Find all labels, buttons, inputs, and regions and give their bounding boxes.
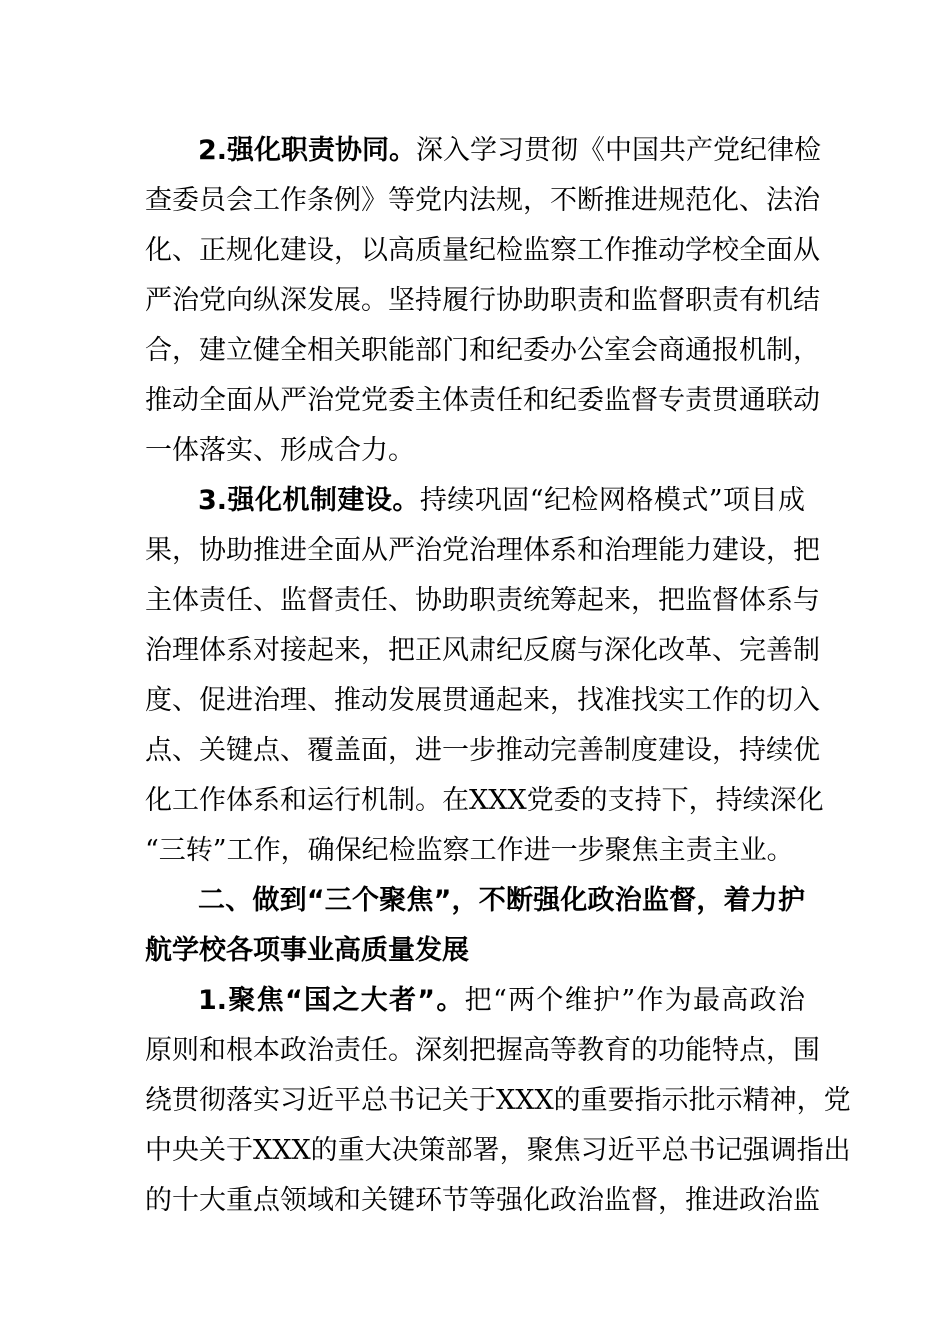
- item-heading: 3.强化机制建设。: [198, 485, 420, 516]
- paragraph-line: 化、正规化建设，以高质量纪检监察工作推动学校全面从: [145, 235, 820, 266]
- paragraph-line: 原则和根本政治责任。深刻把握高等教育的功能特点，围: [145, 1035, 820, 1066]
- paragraph-line: 推动全面从严治党党委主体责任和纪委监督专责贯通联动: [145, 385, 820, 416]
- section-heading: 航学校各项事业高质量发展: [145, 935, 469, 966]
- paragraph-line: 果，协助推进全面从严治党治理体系和治理能力建设，把: [145, 535, 820, 566]
- paragraph-line: [198, 126, 822, 176]
- paragraph-line: 的十大重点领域和关键环节等强化政治监督，推进政治监: [145, 1185, 820, 1216]
- paragraph-line: [198, 976, 805, 1026]
- paragraph-line: 查委员会工作条例》等党内法规，不断推进规范化、法治: [145, 185, 820, 216]
- paragraph-line: 化工作体系和运行机制。在XXX党委的支持下，持续深化: [145, 785, 824, 816]
- line-text: 深入学习贯彻《中国共产党纪律检: [416, 135, 822, 166]
- line-text: 持续巩固“纪检网格模式”项目成: [419, 485, 806, 516]
- paragraph-line: 治理体系对接起来，把正风肃纪反腐与深化改革、完善制: [145, 635, 820, 666]
- paragraph-line: 中央关于XXX的重大决策部署，聚焦习近平总书记强调指出: [145, 1135, 851, 1166]
- line-text: 把“两个维护”作为最高政治: [464, 985, 805, 1016]
- paragraph-line: 严治党向纵深发展。坚持履行协助职责和监督职责有机结: [145, 285, 820, 316]
- paragraph-line: 合，建立健全相关职能部门和纪委办公室会商通报机制，: [145, 335, 820, 366]
- paragraph-line: 主体责任、监督责任、协助职责统筹起来，把监督体系与: [145, 585, 820, 616]
- paragraph-line: 度、促进治理、推动发展贯通起来，找准找实工作的切入: [145, 685, 820, 716]
- paragraph-line: “三转”工作，确保纪检监察工作进一步聚焦主责主业。: [145, 835, 794, 866]
- item-heading: 1.聚焦“国之大者”。: [198, 985, 465, 1016]
- paragraph-line: 一体落实、形成合力。: [145, 435, 415, 466]
- paragraph-line: 绕贯彻落实习近平总书记关于XXX的重要指示批示精神，党: [145, 1085, 851, 1116]
- paragraph-line: 点、关键点、覆盖面，进一步推动完善制度建设，持续优: [145, 735, 820, 766]
- item-heading: 2.强化职责协同。: [198, 135, 417, 166]
- section-heading: 二、做到“三个聚焦”，不断强化政治监督，着力护: [198, 885, 805, 916]
- paragraph-line: [198, 476, 805, 526]
